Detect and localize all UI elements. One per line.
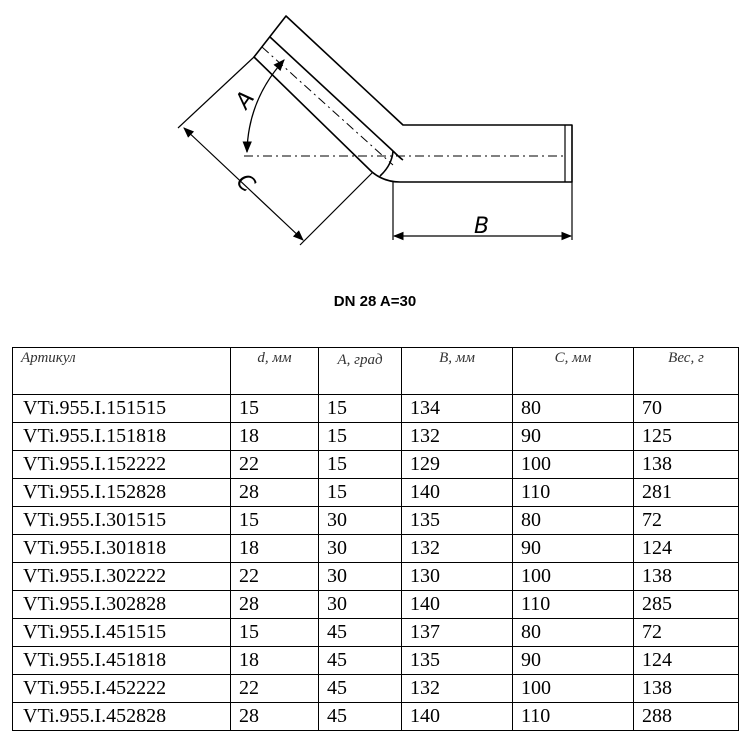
cell-b: 140 <box>402 703 513 731</box>
table-row <box>13 423 739 451</box>
cell-article: VTi.955.I.301515 <box>13 507 231 535</box>
header-c: C, мм <box>513 348 634 395</box>
spec-table <box>12 347 739 731</box>
table-row <box>13 563 739 591</box>
cell-a: 45 <box>319 675 402 703</box>
cell-c: 100 <box>513 675 634 703</box>
cell-a: 30 <box>319 535 402 563</box>
cell-b: 130 <box>402 563 513 591</box>
header-a: A, град <box>319 348 402 395</box>
cell-b: 134 <box>402 395 513 423</box>
cell-article: VTi.955.I.302828 <box>13 591 231 619</box>
cell-c: 100 <box>513 451 634 479</box>
cell-weight: 124 <box>634 535 739 563</box>
cell-a: 30 <box>319 591 402 619</box>
cell-d: 18 <box>231 647 319 675</box>
cell-b: 135 <box>402 507 513 535</box>
cell-c: 90 <box>513 647 634 675</box>
cell-b: 140 <box>402 591 513 619</box>
cell-weight: 285 <box>634 591 739 619</box>
cell-c: 80 <box>513 395 634 423</box>
header-d: d, мм <box>231 348 319 395</box>
table-row <box>13 647 739 675</box>
cell-weight: 138 <box>634 563 739 591</box>
cell-article: VTi.955.I.451818 <box>13 647 231 675</box>
table-row <box>13 703 739 731</box>
cell-weight: 72 <box>634 507 739 535</box>
table-row <box>13 395 739 423</box>
cell-weight: 281 <box>634 479 739 507</box>
cell-weight: 124 <box>634 647 739 675</box>
fitting-drawing <box>0 0 750 290</box>
cell-article: VTi.955.I.302222 <box>13 563 231 591</box>
cell-article: VTi.955.I.301818 <box>13 535 231 563</box>
dim-c-ext-bottom <box>300 172 373 245</box>
cell-b: 129 <box>402 451 513 479</box>
table-row <box>13 479 739 507</box>
cell-b: 132 <box>402 535 513 563</box>
cell-d: 22 <box>231 563 319 591</box>
cell-weight: 288 <box>634 703 739 731</box>
cell-d: 28 <box>231 703 319 731</box>
cell-c: 90 <box>513 423 634 451</box>
cell-article: VTi.955.I.452828 <box>13 703 231 731</box>
cell-d: 18 <box>231 535 319 563</box>
header-b: B, мм <box>402 348 513 395</box>
cell-b: 137 <box>402 619 513 647</box>
cell-a: 15 <box>319 479 402 507</box>
cell-article: VTi.955.I.151818 <box>13 423 231 451</box>
table-row <box>13 535 739 563</box>
cell-article: VTi.955.I.452222 <box>13 675 231 703</box>
header-weight: Вес, г <box>634 348 739 395</box>
cell-a: 45 <box>319 703 402 731</box>
cell-a: 15 <box>319 395 402 423</box>
cell-weight: 70 <box>634 395 739 423</box>
table-row <box>13 619 739 647</box>
table-header-row <box>13 348 739 395</box>
cell-weight: 125 <box>634 423 739 451</box>
cell-d: 28 <box>231 479 319 507</box>
table-row <box>13 675 739 703</box>
cell-a: 15 <box>319 451 402 479</box>
cell-a: 30 <box>319 507 402 535</box>
table-row <box>13 451 739 479</box>
cell-a: 15 <box>319 423 402 451</box>
cell-article: VTi.955.I.152828 <box>13 479 231 507</box>
cell-d: 18 <box>231 423 319 451</box>
cell-d: 15 <box>231 507 319 535</box>
cell-article: VTi.955.I.152222 <box>13 451 231 479</box>
dim-b-label: B <box>474 214 490 239</box>
cell-d: 22 <box>231 675 319 703</box>
drawing-caption: DN 28 A=30 <box>333 293 417 310</box>
cell-b: 140 <box>402 479 513 507</box>
cell-c: 90 <box>513 535 634 563</box>
table-body <box>13 395 739 731</box>
cell-c: 100 <box>513 563 634 591</box>
cell-c: 80 <box>513 507 634 535</box>
cell-d: 22 <box>231 451 319 479</box>
header-article: Артикул <box>13 348 231 395</box>
cell-article: VTi.955.I.451515 <box>13 619 231 647</box>
cell-weight: 72 <box>634 619 739 647</box>
cell-article: VTi.955.I.151515 <box>13 395 231 423</box>
cell-c: 110 <box>513 703 634 731</box>
cell-b: 132 <box>402 675 513 703</box>
cell-c: 80 <box>513 619 634 647</box>
cell-d: 15 <box>231 619 319 647</box>
table-row <box>13 591 739 619</box>
pipe-upper-outline <box>254 16 572 182</box>
axis-centerline <box>262 47 393 165</box>
cell-c: 110 <box>513 479 634 507</box>
cell-a: 30 <box>319 563 402 591</box>
cell-b: 132 <box>402 423 513 451</box>
cell-b: 135 <box>402 647 513 675</box>
cell-d: 15 <box>231 395 319 423</box>
cell-weight: 138 <box>634 451 739 479</box>
cell-a: 45 <box>319 619 402 647</box>
table-row <box>13 507 739 535</box>
angle-a-label: A <box>230 86 260 114</box>
cell-d: 28 <box>231 591 319 619</box>
cell-a: 45 <box>319 647 402 675</box>
cell-c: 110 <box>513 591 634 619</box>
pipe-inner-edge <box>270 37 393 151</box>
dim-c-label: C <box>231 169 260 198</box>
cell-weight: 138 <box>634 675 739 703</box>
